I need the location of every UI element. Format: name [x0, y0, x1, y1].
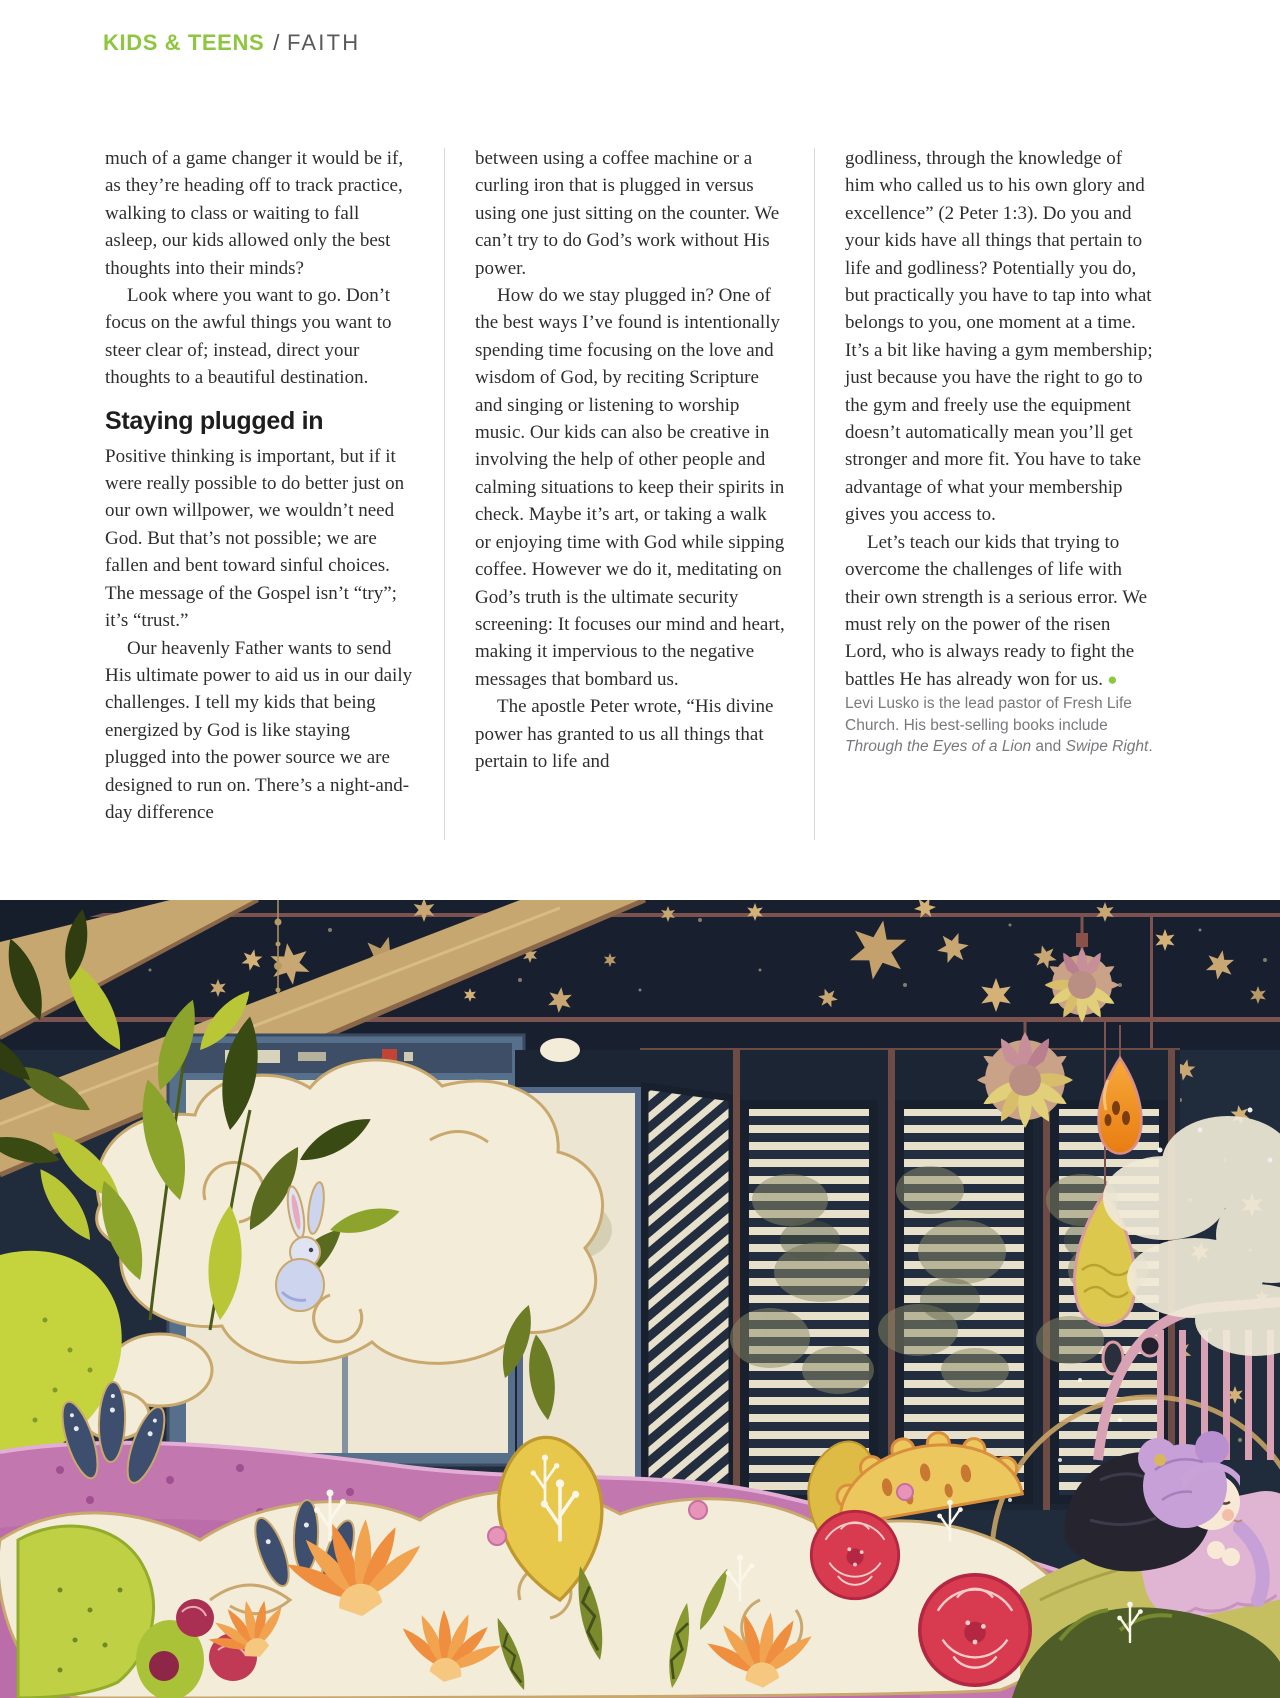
body-paragraph: The apostle Peter wrote, “His divine power has granted to us all things that pertain to life and [475, 696, 774, 772]
faith-label: FAITH [286, 30, 361, 55]
article-end-mark: ● [1103, 669, 1118, 689]
bedtime-illustration [0, 900, 1280, 1698]
author-bio [845, 693, 1155, 758]
eyebrow-slash: / [273, 30, 280, 55]
article-columns [105, 145, 1157, 840]
body-paragraph: Let’s teach our kids that trying to overcome the challenges of life with their own strength is a serious error. We must rely on the power of the risen Lord, who is always ready to fight the battles He has already won for us. ● [845, 531, 1148, 690]
kids-teens-label: KIDS & TEENS [103, 30, 265, 55]
section-heading: Staying plugged in [105, 406, 324, 435]
article-column-2 [475, 145, 785, 775]
column-divider [444, 148, 445, 840]
book-title: Swipe Right [1065, 738, 1149, 756]
body-paragraph: Look where you want to go. Don’t focus on the awful things you want to steer clear of; instead, direct your thoughts to a beautiful destination. [105, 285, 392, 389]
article-column-1 [105, 145, 415, 826]
body-paragraph: Our heavenly Father wants to send His ultimate power to aid us in our daily challenges. I tell my kids that being energized by God is like staying plugged into the power source we are designed to run on. There’s a night-and-day difference [105, 637, 413, 823]
body-paragraph: godliness, through the knowledge of him who called us to his own glory and excellence” (2 Peter 1:3). Do you and your kids have all things that pertain to life and godliness? Potentially you do, but practically you have to tap into what belongs to you, one moment at a time. It’s a bit like having a gym membership; just because you have the right to go to the gym and freely use the equipment doesn’t automatically mean you’ll get stronger and more fit. You have to take advantage of what your membership gives you access to. [845, 148, 1153, 526]
body-paragraph: How do we stay plugged in? One of the best ways I’ve found is intentionally spending time focusing on the love and wisdom of God, by reciting Scripture and singing or listening to worship music. Our kids can also be creative in involving the help of other people and calming situations to keep their spirits in check. Maybe it’s art, or taking a walk or enjoying time with God while sipping coffee. However we do it, meditating on God’s truth is the ultimate security screening: It focuses our mind and heart, making it impervious to the negative messages that bombard us. [475, 285, 785, 690]
section-eyebrow [103, 30, 360, 56]
bio-text: . [1148, 738, 1153, 756]
bio-text: Levi Lusko is the lead pastor of Fresh Life Church. His best-selling books include [845, 695, 1132, 734]
article-column-3 [845, 145, 1155, 758]
hand [1222, 1548, 1240, 1566]
bio-text: and [1031, 738, 1066, 756]
book-title: Through the Eyes of a Lion [845, 738, 1032, 756]
body-paragraph: much of a game changer it would be if, as they’re heading off to track practice, walking to class or waiting to fall asleep, our kids allowed only the best thoughts into their minds? [105, 148, 404, 279]
column-divider [814, 148, 815, 840]
hair-clip [1154, 1454, 1166, 1466]
blush [1222, 1509, 1234, 1521]
body-paragraph: between using a coffee machine or a curling iron that is plugged in versus using one just sitting on the counter. We can’t try to do God’s work without His power. [475, 148, 780, 279]
body-paragraph: Positive thinking is important, but if it were really possible to do better just on our own willpower, we wouldn’t need God. But that’s not possible; we are fallen and bent toward sinful choices. The message of the Gospel isn’t “try”; it’s “trust.” [105, 445, 405, 632]
